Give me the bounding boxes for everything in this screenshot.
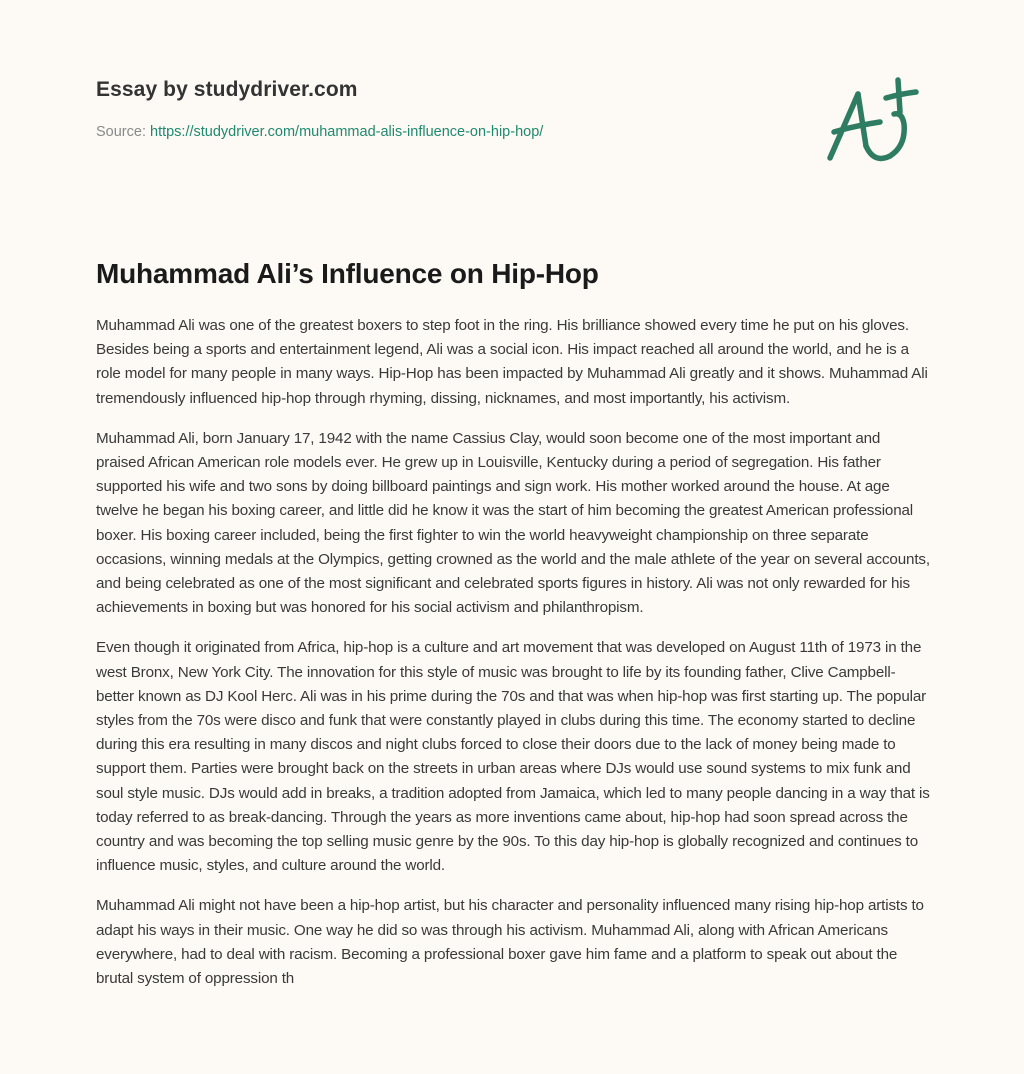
source-link[interactable]: https://studydriver.com/muhammad-alis-influence-on-hip-hop/	[150, 124, 544, 140]
site-title: Essay by studydriver.com	[96, 78, 358, 101]
essay-paragraph-2: Muhammad Ali, born January 17, 1942 with the name Cassius Clay, would soon become one of the most important and praised African American role models ever. He grew up in Louisville, Kentucky during a period of segregation. His father supported his wife and two sons by doing billboard paintings and sign work. His mother worked around the house. At age twelve he began his boxing career, and little did he know it was the start of him becoming the greatest American professional boxer. His boxing career included, being the first fighter to win the world heavyweight championship on three separate occasions, winning medals at the Olympics, getting crowned as the world and the male athlete of the year on several accounts, and being celebrated as one of the most significant and celebrated sports figures in history. Ali was not only rewarded for his achievements in boxing but was honored for his social activism and philanthropism.	[96, 429, 930, 617]
source-line	[96, 122, 796, 142]
essay-title: Muhammad Ali’s Influence on Hip-Hop	[96, 258, 599, 289]
essay-paragraph-1: Muhammad Ali was one of the greatest boxers to step foot in the ring. His brilliance showed every time he put on his gloves. Besides being a sports and entertainment legend, Ali was a social icon. His impact reached all around the world, and he is a role model for many people in many ways. Hip-Hop has been impacted by Muhammad Ali greatly and it shows. Muhammad Ali tremendously influenced hip-hop through rhyming, dissing, nicknames, and most importantly, his activism.	[96, 317, 928, 407]
essay-header	[96, 76, 796, 142]
essay-body	[96, 314, 930, 1007]
a-plus-grade-icon	[820, 66, 930, 166]
source-label: Source:	[96, 124, 150, 140]
essay-paragraph-3: Even though it originated from Africa, hip-hop is a culture and art movement that was developed on August 11th of 1973 in the west Bronx, New York City. The innovation for this style of music was brought to life by its founding father, Clive Campbell-better known as DJ Kool Herc. Ali was in his prime during the 70s and that was when hip-hop was first starting up. The popular styles from the 70s were disco and funk that were constantly played in clubs during this time. The economy started to decline during this era resulting in many discos and night clubs forced to close their doors due to the lack of money being made to support them. Parties were brought back on the streets in urban areas where DJs would use sound systems to mix funk and soul style music. DJs would add in breaks, a tradition adopted from Jamaica, which led to many people dancing in a way that is today referred to as break-dancing. Through the years as more inventions came about, hip-hop had soon spread across the country and was becoming the top selling music genre by the 90s. To this day hip-hop is globally recognized and continues to influence music, styles, and culture around the world.	[96, 639, 930, 875]
essay-paragraph-4: Muhammad Ali might not have been a hip-hop artist, but his character and personality influenced many rising hip-hop artists to adapt his ways in their music. One way he did so was through his activism. Muhammad Ali, along with African Americans everywhere, had to deal with racism. Becoming a professional boxer gave him fame and a platform to speak out about the brutal system of oppression th	[96, 897, 924, 988]
